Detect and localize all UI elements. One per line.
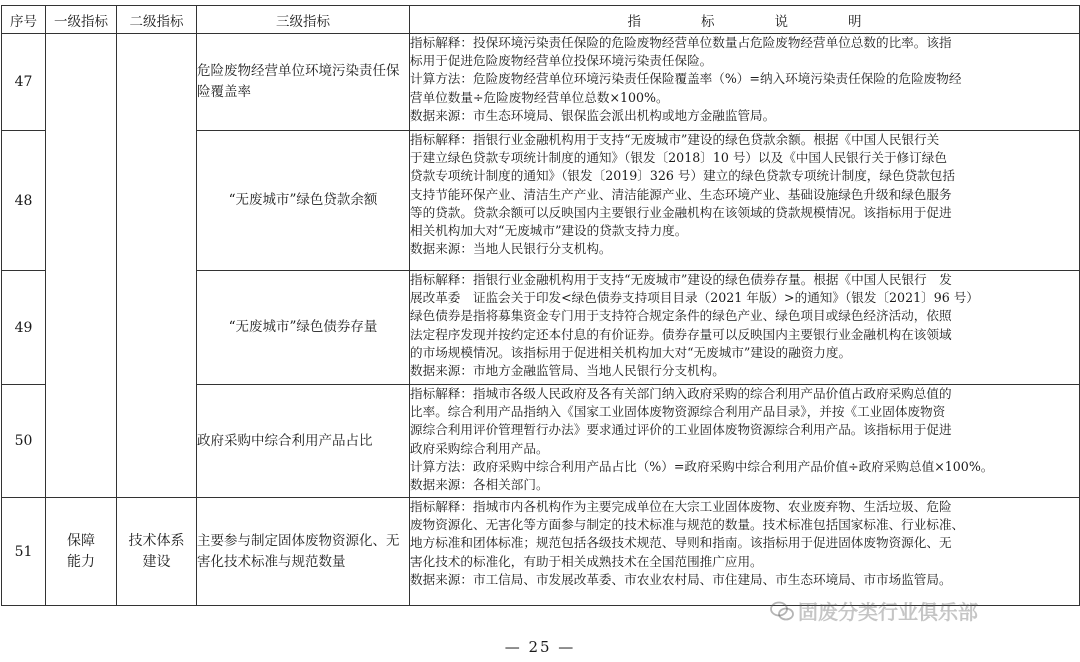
table-header-row <box>2 6 1080 34</box>
header-description: 指 标 说 明 <box>410 6 1080 34</box>
header-level3: 三级指标 <box>197 6 410 34</box>
row-seq: 49 <box>2 271 46 385</box>
header-level1: 一级指标 <box>46 6 117 34</box>
wechat-icon <box>770 600 794 622</box>
level3-indicator: 主要参与制定固体废物资源化、无害化技术标准与规范数量 <box>197 498 410 606</box>
indicator-description: 指标解释：指银行业金融机构用于支持“无废城市”建设的绿色贷款余额。根据《中国人民银行关 于建立绿色贷款专项统计制度的通知》（银发〔2018〕10 号）以及《中国人民银行关于修订绿色 贷款专项统计制度的通知》（银发〔2019〕326 号）建立的绿色贷款专项统计制度，绿色贷款包括 支持节能环保产业、清洁生产产业、清洁能源产业、生态环境产业、基础设施绿色升级和绿色服务 等的贷款。贷款余额可以反映国内主要银行业金融机构在该领域的贷款规模情况。该指标用于促进 相关机构加大对“无废城市”建设的贷款支持力度。 数据来源：当地人民银行分支机构。 <box>410 131 1080 271</box>
indicator-description: 指标解释：指城市内各机构作为主要完成单位在大宗工业固体废物、农业废弃物、生活垃圾、危险 废物资源化、无害化等方面参与制定的技术标准与规范的数量。技术标准包括国家标准、行业标准、 地方标准和团体标准；规范包括各级技术规范、导则和指南。该指标用于促进固体废物资源化、无 害化技术的标准化，有助于相关成熟技术在全国范围推广应用。 数据来源：市工信局、市发展改革委、市农业农村局、市住建局、市生态环境局、市市场监管局。 <box>410 498 1080 606</box>
row-seq: 47 <box>2 34 46 131</box>
indicator-description: 指标解释：指银行业金融机构用于支持“无废城市”建设的绿色债券存量。根据《中国人民银行 发 展改革委 证监会关于印发<绿色债券支持项目目录（2021 年版）>的通知》（银发〔2021〕96 号） 绿色债券是指将募集资金专门用于支持符合规定条件的绿色产业、绿色项目或绿色经济活动，依照 法定程序发现并按约定还本付息的有价证券。债券存量可以反映国内主要银行业金融机构在该领域 的市场规模情况。该指标用于促进相关机构加大对“无废城市”建设的融资力度。 数据来源：市地方金融监管局、当地人民银行分支机构。 <box>410 271 1080 385</box>
level1-indicator: 保障能力 <box>46 498 117 606</box>
indicator-description: 指标解释：指城市各级人民政府及各有关部门纳入政府采购的综合利用产品价值占政府采购总值的 比率。综合利用产品指纳入《国家工业固体废物资源综合利用产品目录》，并按《工业固体废物资 源综合利用评价管理暂行办法》要求通过评价的工业固体废物资源综合利用产品。该指标用于促进 政府采购综合利用产品。 计算方法：政府采购中综合利用产品占比（%）=政府采购中综合利用产品价值÷政府采购总值×100%。 数据来源：各相关部门。 <box>410 385 1080 498</box>
row-seq: 48 <box>2 131 46 271</box>
level3-indicator: 危险废物经营单位环境污染责任保险覆盖率 <box>197 34 410 131</box>
level2-indicator: 技术体系建设 <box>117 498 197 606</box>
table-row <box>2 34 1080 131</box>
level1-cell-empty <box>46 34 117 498</box>
level3-indicator: 政府采购中综合利用产品占比 <box>197 385 410 498</box>
level3-indicator: “无废城市”绿色债券存量 <box>197 271 410 385</box>
row-seq: 51 <box>2 498 46 606</box>
table-row <box>2 498 1080 606</box>
header-level2: 二级指标 <box>117 6 197 34</box>
row-seq: 50 <box>2 385 46 498</box>
level3-indicator: “无废城市”绿色贷款余额 <box>197 131 410 271</box>
page-number: — 25 — <box>504 638 576 656</box>
watermark-text: 固废分类行业俱乐部 <box>798 600 978 624</box>
indicator-table <box>1 5 1080 606</box>
watermark <box>770 596 978 625</box>
indicator-description: 指标解释：投保环境污染责任保险的危险废物经营单位数量占危险废物经营单位总数的比率。该指 标用于促进危险废物经营单位投保环境污染责任保险。 计算方法：危险废物经营单位环境污染责任保险覆盖率（%）=纳入环境污染责任保险的危险废物经 营单位数量÷危险废物经营单位总数×100%。 数据来源：市生态环境局、银保监会派出机构或地方金融监管局。 <box>410 34 1080 131</box>
header-seq: 序号 <box>2 6 46 34</box>
level2-cell-empty <box>117 34 197 498</box>
